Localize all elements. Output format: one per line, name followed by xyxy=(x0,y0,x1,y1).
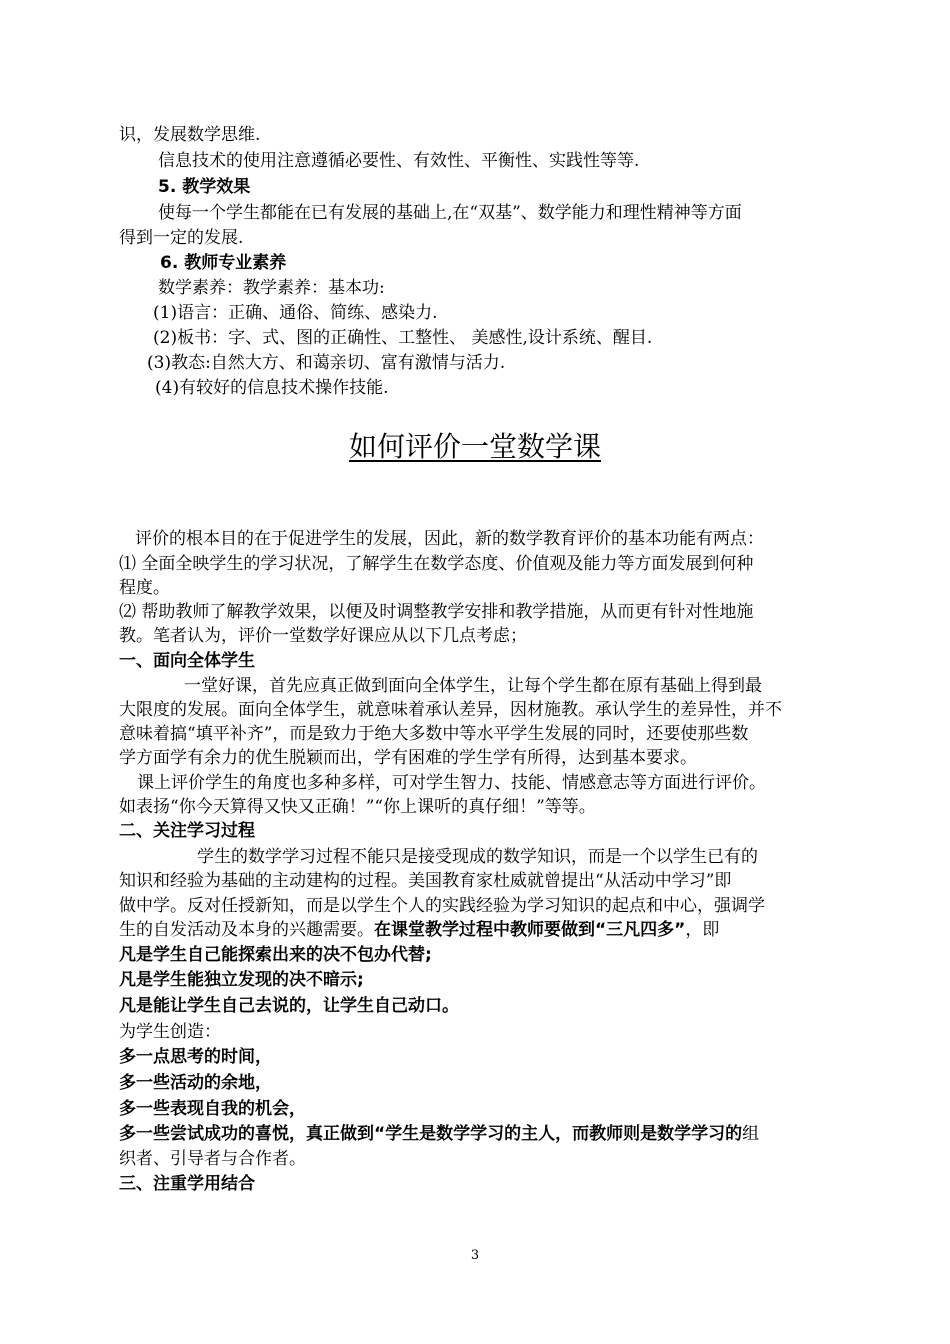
text-line: 知识和经验为基础的主动建构的过程。美国教育家杜威就曾提出“从活动中学习”即 xyxy=(119,871,732,891)
text-line: 得到一定的发展. xyxy=(119,228,244,248)
text-line: 一堂好课，首先应真正做到面向全体学生，让每个学生都在原有基础上得到最 xyxy=(184,676,762,696)
text-line: 使每一个学生都能在已有发展的基础上,在“双基”、数学能力和理性精神等方面 xyxy=(158,203,742,223)
section-heading: 6. 教师专业素养 xyxy=(160,253,287,273)
text-span: 生的自发活动及本身的兴趣需要。 xyxy=(119,920,374,940)
article-title: 如何评价一堂数学课 xyxy=(348,430,601,463)
page-number: 3 xyxy=(470,1248,480,1263)
text-line xyxy=(119,919,719,941)
section-heading: 二、关注学习过程 xyxy=(119,821,255,841)
text-line xyxy=(119,1123,759,1145)
text-line: ⑴ 全面全映学生的学习状况，了解学生在数学态度、价值观及能力等方面发展到何种 xyxy=(119,554,754,574)
text-line: 课上评价学生的角度也多种多样，可对学生智力、技能、情感意志等方面进行评价。 xyxy=(137,773,766,793)
emphasis-line: 凡是能让学生自己去说的，让学生自己动口。 xyxy=(119,996,459,1016)
emphasis-line: 多一点思考的时间， xyxy=(119,1047,272,1067)
text-span: 组 xyxy=(742,1124,760,1144)
text-line: 程度。 xyxy=(119,578,170,598)
list-item: (4)有较好的信息技术操作技能. xyxy=(155,378,389,398)
text-line: 学生的数学学习过程不能只是接受现成的数学知识，而是一个以学生已有的 xyxy=(197,847,758,867)
section-heading: 三、注重学用结合 xyxy=(119,1174,255,1194)
text-line: 大限度的发展。面向全体学生，就意味着承认差异，因材施教。承认学生的差异性，并不 xyxy=(119,700,782,720)
list-item: (2)板书：字、式、图的正确性、工整性、 美感性,设计系统、醒目. xyxy=(153,328,653,348)
text-line: 意味着搞“填平补齐”，而是致力于绝大多数中等水平学生发展的同时，还要使那些数 xyxy=(119,724,749,744)
text-line: 学方面学有余力的优生脱颖而出，学有困难的学生学有所得，达到基本要求。 xyxy=(119,748,697,768)
emphasis-line: 凡是学生自己能探索出来的决不包办代替; xyxy=(119,945,432,965)
emphasis-text: 多一些尝试成功的喜悦，真正做到“学生是数学学习的主人，而教师则是数学学习的 xyxy=(119,1124,743,1144)
list-item: (3)教态:自然大方、和蔼亲切、富有激情与活力. xyxy=(147,353,506,373)
section-heading: 5. 教学效果 xyxy=(158,177,251,197)
emphasis-line: 多一些活动的余地， xyxy=(119,1073,272,1093)
text-span: ，即 xyxy=(685,920,720,940)
text-line: 数学素养：教学素养：基本功: xyxy=(158,278,385,298)
text-line: 评价的根本目的在于促进学生的发展，因此，新的数学教育评价的基本功能有两点： xyxy=(135,529,764,549)
list-item: (1)语言：正确、通俗、简练、感染力. xyxy=(153,303,438,323)
text-line: ⑵ 帮助教师了解教学效果，以便及时调整教学安排和教学措施，从而更有针对性地施 xyxy=(119,602,754,622)
text-line: 如表扬“你今天算得又快又正确！”“你上课听的真仔细！”等等。 xyxy=(119,797,596,817)
text-line: 织者、引导者与合作者。 xyxy=(119,1149,306,1169)
section-heading: 一、面向全体学生 xyxy=(119,651,255,671)
text-line: 做中学。反对任授新知，而是以学生个人的实践经验为学习知识的起点和中心，强调学 xyxy=(119,896,765,916)
emphasis-line: 凡是学生能独立发现的决不暗示; xyxy=(119,970,364,990)
text-line: 为学生创造： xyxy=(119,1022,221,1042)
emphasis-text: 在课堂教学过程中教师要做到“三凡四多” xyxy=(374,920,686,940)
text-line: 教。笔者认为，评价一堂数学好课应从以下几点考虑； xyxy=(119,626,527,646)
emphasis-line: 多一些表现自我的机会， xyxy=(119,1099,306,1119)
text-line: 信息技术的使用注意遵循必要性、有效性、平衡性、实践性等等. xyxy=(158,151,640,171)
text-line: 识，发展数学思维. xyxy=(119,125,261,145)
